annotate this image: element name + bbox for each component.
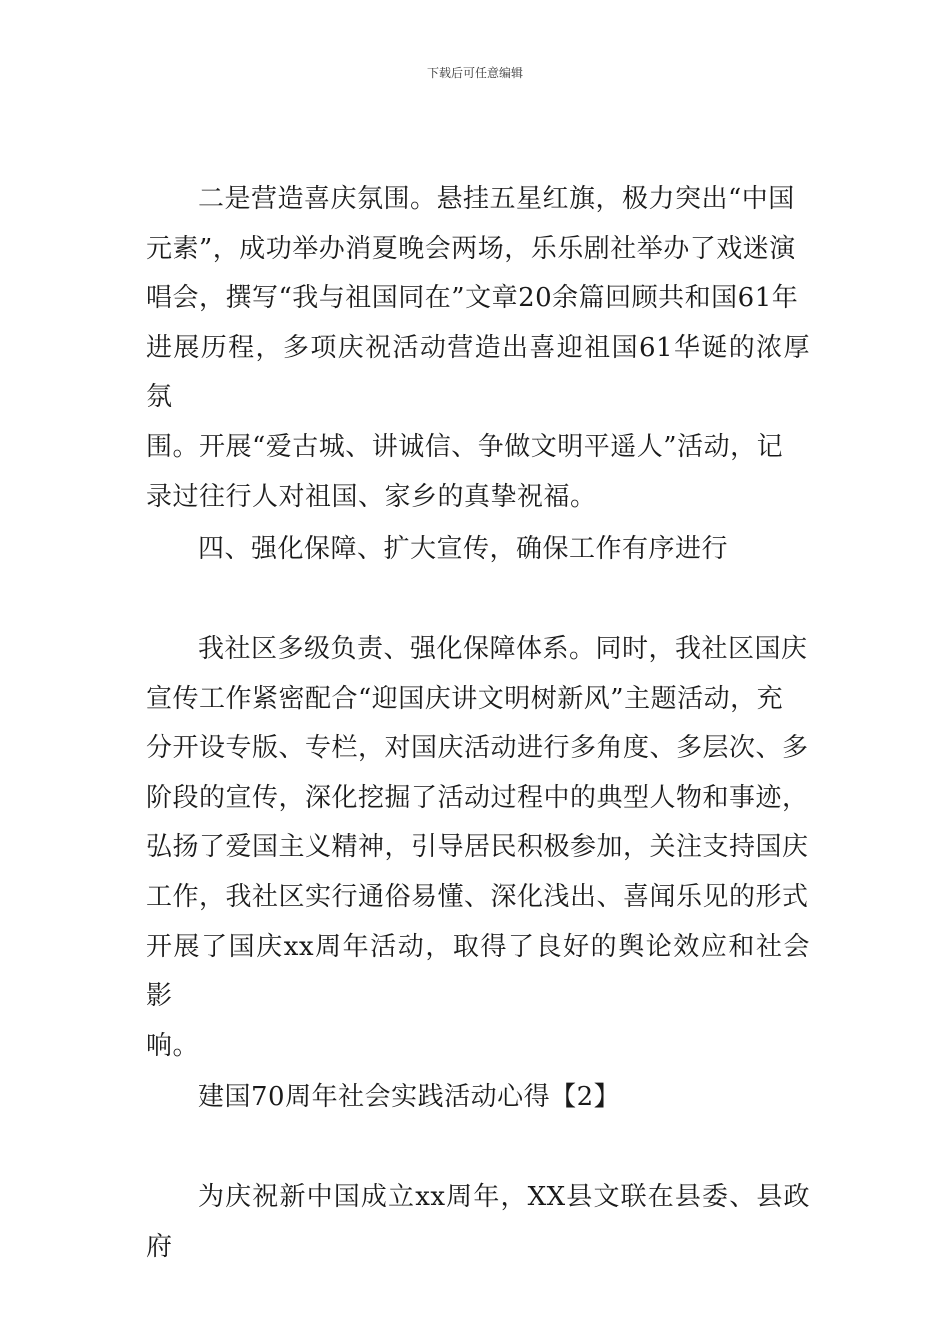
body-paragraph-publicity: 我社区多级负责、强化保障体系。同时，我社区国庆 宣传工作紧密配合“迎国庆讲文明树新风”主题活动，充 分开设专版、专栏，对国庆活动进行多角度、多层次、多 阶段的宣传，深化挖掘了活动过程中的典型人物和事迹， 弘扬了爱国主义精神，引导居民积极参加，关注支持国庆 工作，我社区实行通俗易懂、深化浅出、喜闻乐见的形式 开展了国庆xx周年活动，取得了良好的舆论效应和社会影 响。: [146, 634, 810, 1061]
article-title-2: 建国70周年社会实践活动心得【2】: [198, 1082, 621, 1112]
body-paragraph-opening: 为庆祝新中国成立xx周年，XX县文联在县委、县政府: [146, 1182, 810, 1262]
page-header-note: 下载后可任意编辑: [426, 66, 523, 80]
body-paragraph-celebration-atmosphere: 二是营造喜庆氛围。悬挂五星红旗，极力突出“中国 元素”，成功举办消夏晚会两场，乐乐剧社举办了戏迷演 唱会，撰写“我与祖国同在”文章20余篇回顾共和国61年 进展历程，多项庆祝活动营造出喜迎祖国61华诞的浓厚氛 围。开展“爱古城、讲诚信、争做文明平遥人”活动，记 录过往行人对祖国、家乡的真挚祝福。: [146, 184, 810, 512]
section-heading-four: 四、强化保障、扩大宣传，确保工作有序进行: [198, 534, 729, 564]
